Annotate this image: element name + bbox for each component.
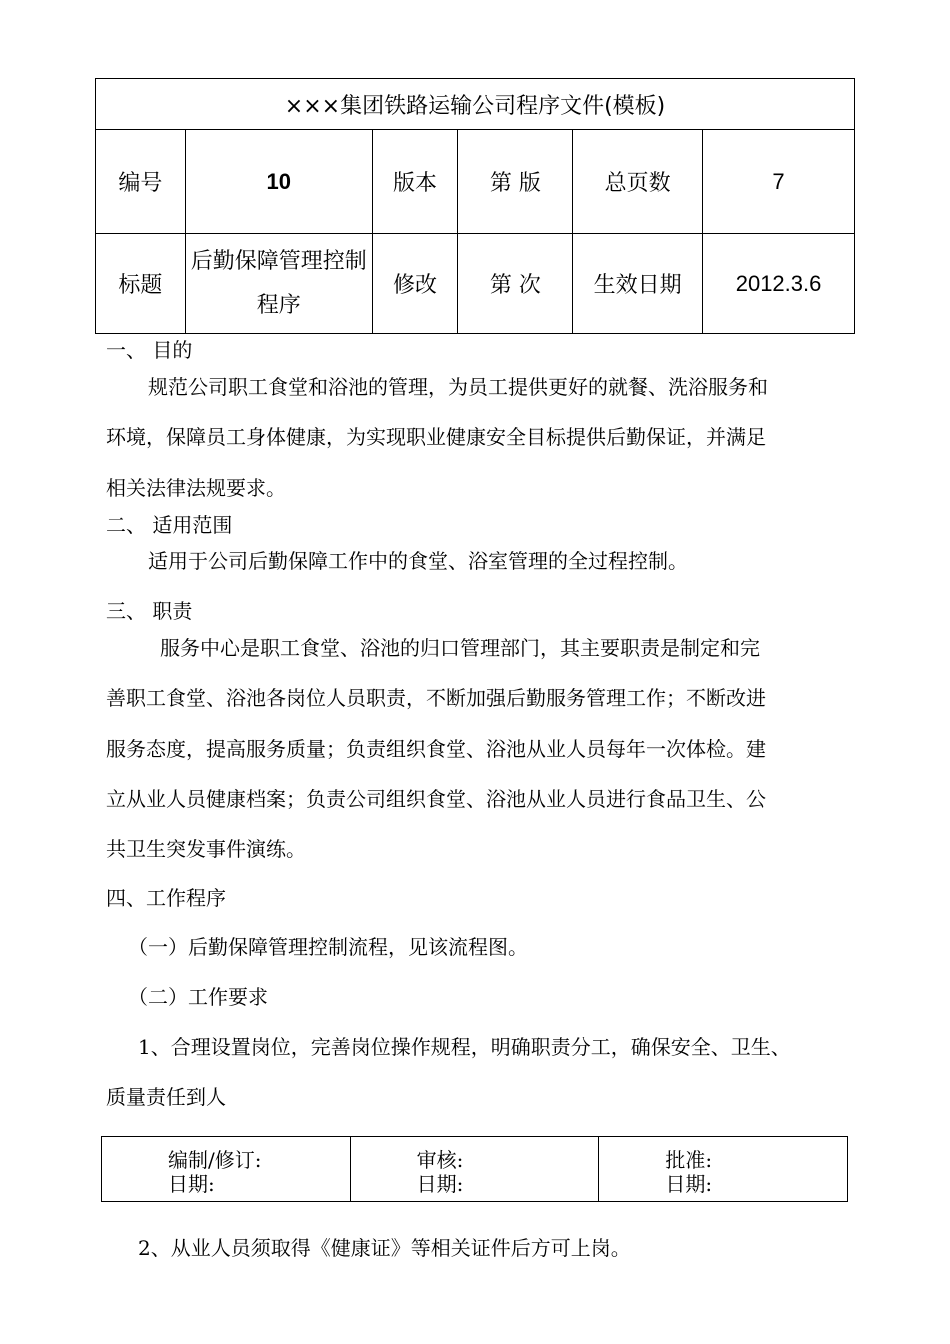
reviewed-date-label: 日期: — [416, 1172, 464, 1196]
duties-paragraph-line: 服务态度，提高服务质量；负责组织食堂、浴池从业人员每年一次体检。建 — [106, 737, 766, 761]
approved-date-label: 日期: — [665, 1172, 713, 1196]
effective-date-label: 生效日期 — [573, 234, 703, 334]
revision-label: 修改 — [372, 234, 458, 334]
duties-paragraph-line: 立从业人员健康档案；负责公司组织食堂、浴池从业人员进行食品卫生、公 — [106, 787, 766, 811]
procedure-subheading: （一）后勤保障管理控制流程，见该流程图。 — [128, 935, 528, 959]
document-title: ×××集团铁路运输公司程序文件(模板) — [96, 79, 855, 130]
requirement-item-line: 质量责任到人 — [106, 1085, 226, 1109]
purpose-paragraph-line: 环境，保障员工身体健康，为实现职业健康安全目标提供后勤保证，并满足 — [106, 425, 766, 449]
revision-value: 第 次 — [458, 234, 573, 334]
version-value: 第 版 — [458, 130, 573, 234]
procedure-subheading: （二）工作要求 — [128, 985, 268, 1009]
section-procedure-heading: 四、工作程序 — [106, 886, 226, 910]
subject-value: 后勤保障管理控制程序 — [185, 234, 372, 334]
section-duties-heading: 三、 职责 — [106, 599, 193, 623]
section-scope-heading: 二、 适用范围 — [106, 513, 233, 537]
version-label: 版本 — [372, 130, 458, 234]
duties-paragraph-line: 善职工食堂、浴池各岗位人员职责，不断加强后勤服务管理工作；不断改进 — [106, 686, 766, 710]
prepared-date-label: 日期: — [168, 1172, 215, 1196]
duties-paragraph-line: 共卫生突发事件演练。 — [106, 837, 306, 861]
number-label: 编号 — [96, 130, 186, 234]
signoff-prepared-cell — [102, 1137, 350, 1201]
scope-paragraph: 适用于公司后勤保障工作中的食堂、浴室管理的全过程控制。 — [148, 549, 688, 573]
duties-paragraph-line: 服务中心是职工食堂、浴池的归口管理部门，其主要职责是制定和完 — [160, 636, 760, 660]
signoff-approved-cell — [598, 1137, 847, 1201]
requirement-item-line: 2、从业人员须取得《健康证》等相关证件后方可上岗。 — [138, 1236, 631, 1260]
subject-label: 标题 — [96, 234, 186, 334]
total-pages-value: 7 — [703, 130, 855, 234]
signoff-table — [101, 1136, 848, 1202]
requirement-item-line: 1、合理设置岗位，完善岗位操作规程，明确职责分工，确保安全、卫生、 — [138, 1035, 791, 1059]
number-value: 10 — [185, 130, 372, 234]
total-pages-label: 总页数 — [573, 130, 703, 234]
signoff-reviewed-cell — [350, 1137, 599, 1201]
purpose-paragraph-line: 规范公司职工食堂和浴池的管理，为员工提供更好的就餐、洗浴服务和 — [148, 375, 768, 399]
purpose-paragraph-line: 相关法律法规要求。 — [106, 476, 286, 500]
effective-date-value: 2012.3.6 — [703, 234, 855, 334]
reviewed-label: 审核: — [416, 1148, 464, 1172]
section-purpose-heading: 一、 目的 — [106, 338, 193, 362]
approved-label: 批准: — [665, 1148, 713, 1172]
prepared-label: 编制/修订: — [168, 1148, 262, 1172]
document-header-table — [95, 78, 855, 334]
